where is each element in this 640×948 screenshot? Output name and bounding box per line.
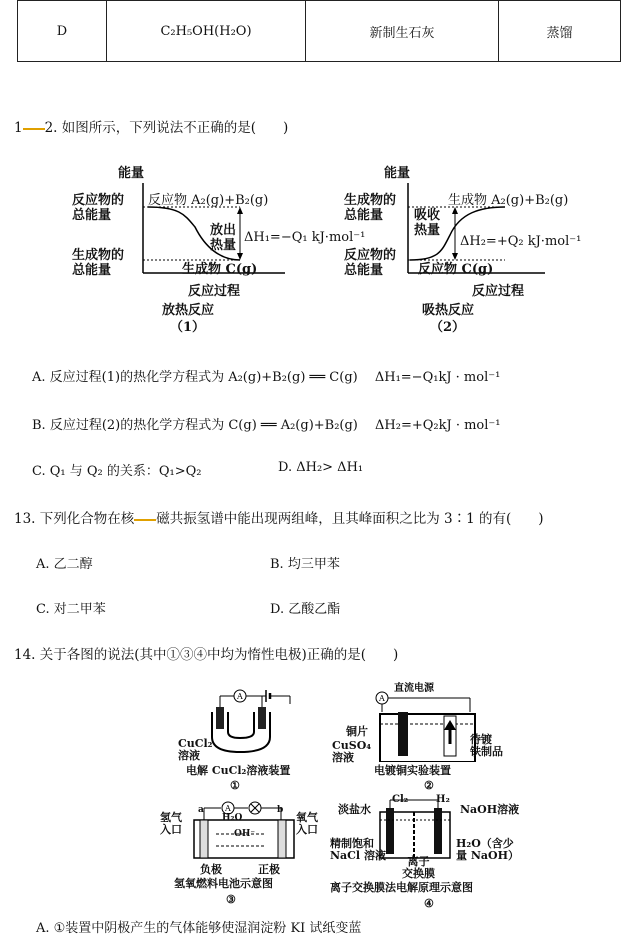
d4-caption: 离子交换膜法电解原理示意图	[330, 881, 473, 894]
fig1-num: （1）	[170, 320, 206, 335]
q13-option-c: C. 对二甲苯	[36, 602, 106, 617]
fig1-product-energy: 生成物的 总能量	[72, 248, 125, 278]
d4-h2-label: H₂	[436, 794, 450, 805]
fig2-delta-h: ΔH₂=+Q₂ kJ·mol⁻¹	[460, 234, 582, 249]
q12-option-b: B. 反应过程(2)的热化学方程式为 C(g) ══ A₂(g)+B₂(g) ΔH₂=+Q₂kJ · mol⁻¹	[32, 418, 501, 433]
q13-option-a: A. 乙二醇	[36, 557, 93, 572]
underline-mark	[134, 519, 156, 521]
q13-option-d: D. 乙酸乙酯	[270, 602, 341, 617]
d1-num: ①	[230, 779, 240, 792]
d2-power-label: 直流电源	[394, 683, 434, 694]
d4-brine-label: 淡盐水	[338, 803, 371, 816]
fig2-product-label: 生成物 A₂(g)+B₂(g)	[448, 193, 569, 208]
answer-table-row	[17, 0, 621, 62]
cell-reagent: 新制生石灰	[306, 1, 499, 62]
fig2-absorb-label: 吸收 热量	[414, 208, 441, 238]
d1-caption: 电解 CuCl₂溶液装置	[186, 764, 291, 777]
cell-substance: C₂H₅OH(H₂O)	[107, 1, 306, 62]
q14-stem: 14. 关于各图的说法(其中①③④中均为惰性电极)正确的是( )	[14, 647, 399, 663]
fig2-reactant-label: 反应物 C(g)	[418, 262, 494, 277]
q12-stem	[14, 116, 288, 136]
q13-stem	[14, 507, 544, 527]
d2-copper-label: 铜片	[346, 725, 368, 738]
q14-option-a: A. ①装置中阴极产生的气体能够使湿润淀粉 KI 试纸变蓝	[36, 921, 362, 936]
d4-membrane-label: 离子 交换膜	[402, 855, 435, 880]
d4-num: ④	[424, 897, 434, 910]
svg-text:A: A	[225, 804, 231, 813]
svg-text:A: A	[237, 692, 243, 701]
d3-num: ③	[226, 893, 236, 906]
fig2-reactant-energy: 反应物的 总能量	[344, 248, 397, 278]
fig1-title: 放热反应	[162, 303, 215, 318]
d2-num: ②	[424, 779, 434, 792]
d3-h2-inlet: 氢气 入口	[160, 811, 182, 836]
fig1-reactant-energy: 反应物的 总能量	[72, 193, 125, 223]
d4-naoh-label: NaOH溶液	[460, 803, 520, 816]
fig1-x-label: 反应过程	[188, 284, 241, 299]
d3-o2-inlet: 氧气 入口	[296, 811, 318, 836]
d3-negative: 负极	[200, 863, 222, 876]
d4-cl2-label: Cl₂	[392, 794, 409, 805]
fig1-delta-h: ΔH₁=−Q₁ kJ·mol⁻¹	[244, 230, 366, 245]
fig2-title: 吸热反应	[422, 303, 475, 318]
fig2-y-label: 能量	[384, 166, 411, 181]
d3-oh-label: OH⁻	[234, 829, 256, 839]
fig1-release-label: 放出 热量	[210, 223, 237, 253]
d1-solution-label: CuCl₂ 溶液	[178, 737, 213, 762]
q12-option-a: A. 反应过程(1)的热化学方程式为 A₂(g)+B₂(g) ══ C(g) ΔH₁=−Q₁kJ · mol⁻¹	[32, 370, 501, 385]
d2-caption: 电镀铜实验装置	[374, 764, 451, 777]
d3-positive: 正极	[258, 863, 280, 876]
q13-text-post: 磁共振氢谱中能出现两组峰，且其峰面积之比为 3∶1 的有( )	[156, 511, 544, 527]
cell-method: 蒸馏	[499, 1, 621, 62]
d2-solution-label: CuSO₄ 溶液	[332, 739, 372, 764]
fig1-product-label: 生成物 C(g)	[182, 262, 258, 277]
q12-option-d: D. ΔH₂> ΔH₁	[278, 460, 364, 475]
q12-num: 1	[14, 120, 23, 136]
underline-mark	[23, 128, 45, 130]
q12-text: 2. 如图所示，下列说法不正确的是( )	[44, 120, 289, 136]
q12-option-c: C. Q₁ 与 Q₂ 的关系：Q₁>Q₂	[32, 464, 202, 479]
fig2-x-label: 反应过程	[472, 284, 525, 299]
q13-text-pre: 13. 下列化合物在核	[14, 511, 135, 527]
d3-a-label: a	[198, 805, 204, 815]
cell-option: D	[18, 1, 107, 62]
svg-text:A: A	[379, 694, 385, 703]
fig1-reactant-label: 反应物 A₂(g)+B₂(g)	[148, 193, 269, 208]
d4-h2o-label: H₂O（含少 量 NaOH）	[456, 837, 519, 862]
fig2-product-energy: 生成物的 总能量	[344, 193, 397, 223]
fig2-num: （2）	[430, 320, 466, 335]
d3-b-label: b	[277, 805, 284, 815]
d2-plated-label: 待镀 铁制品	[470, 733, 503, 758]
fig1-y-label: 能量	[118, 166, 145, 181]
q13-option-b: B. 均三甲苯	[270, 557, 340, 572]
d3-caption: 氢氧燃料电池示意图	[174, 877, 273, 890]
d3-h2o-label: H₂O	[222, 813, 243, 823]
d4-nacl-label: 精制饱和 NaCl 溶液	[330, 837, 386, 862]
